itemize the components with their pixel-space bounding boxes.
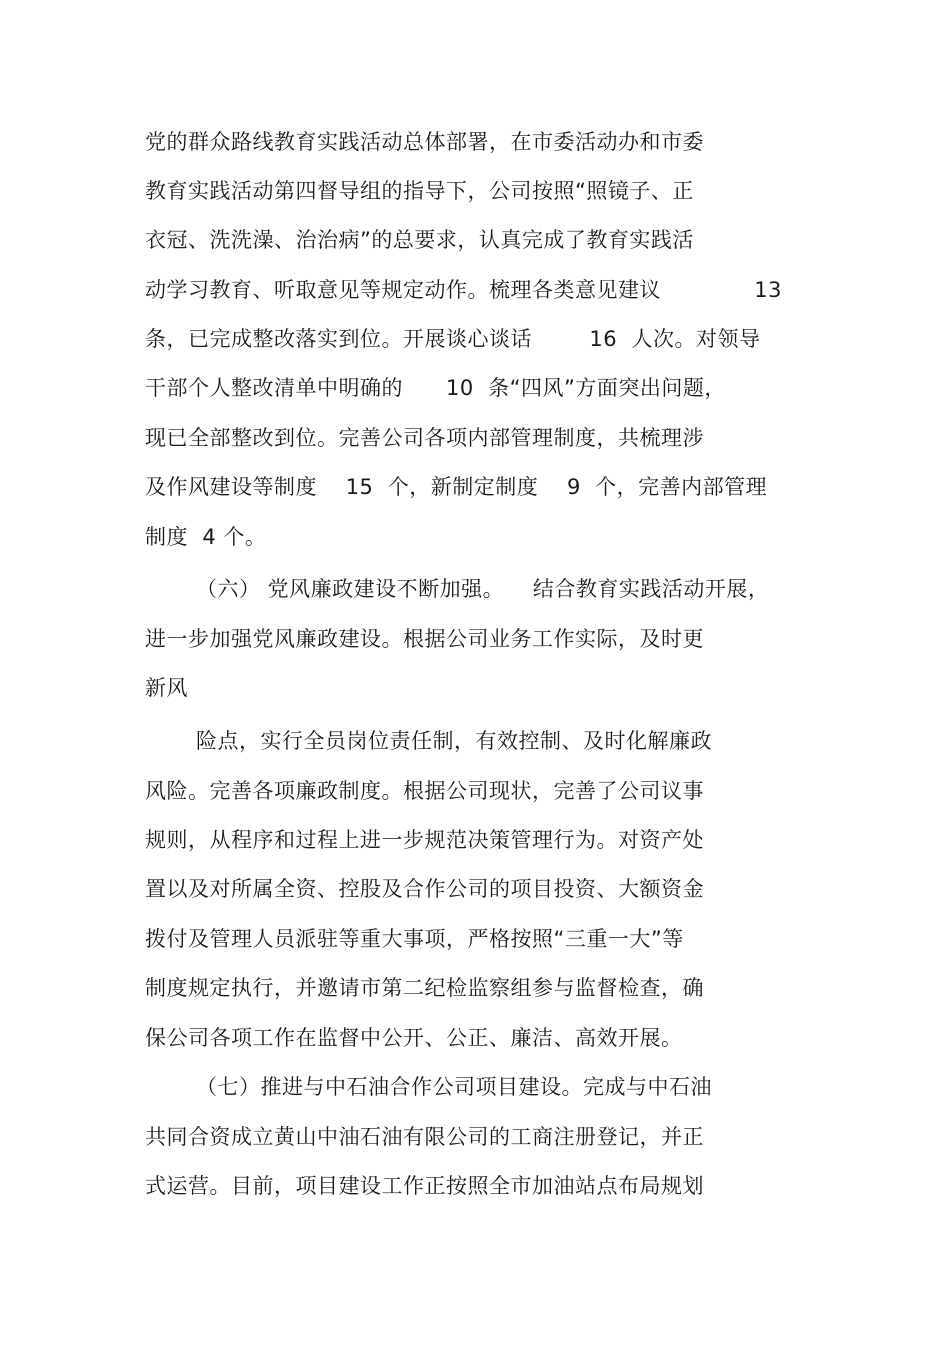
text-line: 共同合资成立黄山中油石油有限公司的工商注册登记，并正 xyxy=(145,1125,704,1149)
text-line: 条，已完成整改落实到位。开展谈心谈话 16 人次。对领导 xyxy=(145,327,761,351)
text-line: 拨付及管理人员派驻等重大事项，严格按照“三重一大”等 xyxy=(145,927,684,951)
text-line: 干部个人整改清单中明确的 10 条“四风”方面突出问题， xyxy=(145,376,726,400)
text-line: 衣冠、洗洗澡、治治病”的总要求，认真完成了教育实践活 xyxy=(145,228,694,252)
section-heading-six: （六） 党风廉政建设不断加强。 结合教育实践活动开展， xyxy=(196,577,770,601)
text-line: 教育实践活动第四督导组的指导下，公司按照“照镜子、正 xyxy=(145,179,694,203)
text-line: 现已全部整改到位。完善公司各项内部管理制度，共梳理涉 xyxy=(145,426,704,450)
text-line: 保公司各项工作在监督中公开、公正、廉洁、高效开展。 xyxy=(145,1026,683,1050)
text-line: 置以及对所属全资、控股及合作公司的项目投资、大额资金 xyxy=(145,877,704,901)
text-line: 动学习教育、听取意见等规定动作。梳理各类意见建议 13 xyxy=(145,278,782,302)
text-line: 制度规定执行，并邀请市第二纪检监察组参与监督检查，确 xyxy=(145,976,704,1000)
text-line: 新风 xyxy=(145,676,188,700)
text-line: 险点，实行全员岗位责任制，有效控制、及时化解廉政 xyxy=(196,729,712,753)
text-line: 党的群众路线教育实践活动总体部署，在市委活动办和市委 xyxy=(145,130,704,154)
text-line: 式运营。目前，项目建设工作正按照全市加油站点布局规划 xyxy=(145,1174,704,1198)
text-line: 及作风建设等制度 15 个，新制定制度 9 个，完善内部管理 xyxy=(145,475,768,499)
text-line: 规则，从程序和过程上进一步规范决策管理行为。对资产处 xyxy=(145,828,704,852)
text-line: 风险。完善各项廉政制度。根据公司现状，完善了公司议事 xyxy=(145,779,704,803)
text-line: 进一步加强党风廉政建设。根据公司业务工作实际，及时更 xyxy=(145,627,704,651)
section-heading-seven: （七）推进与中石油合作公司项目建设。完成与中石油 xyxy=(196,1075,712,1099)
text-line: 制度 4 个。 xyxy=(145,525,267,549)
